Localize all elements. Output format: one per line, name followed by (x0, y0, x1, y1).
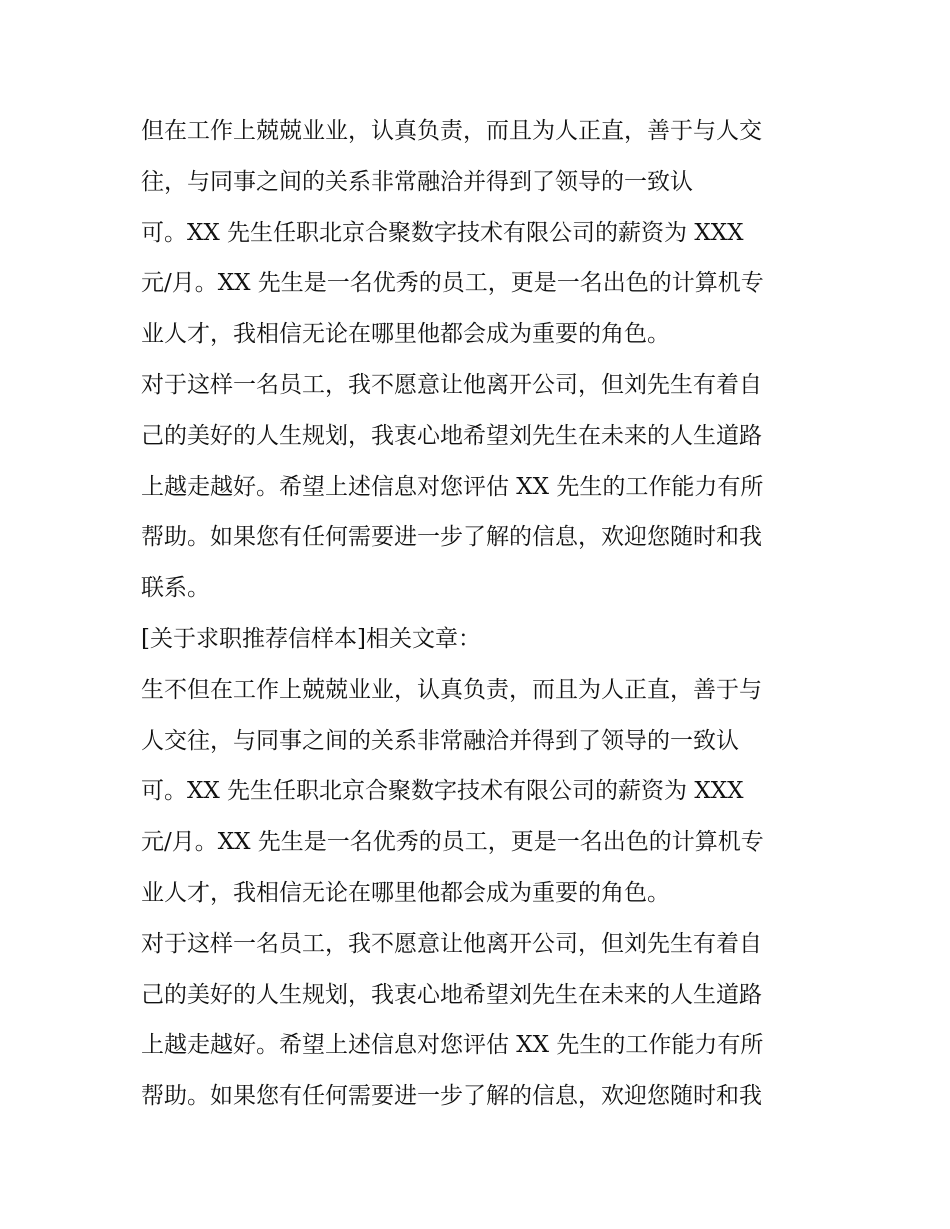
document-body (141, 106, 821, 1122)
text-line: 业人才，我相信无论在哪里他都会成为重要的角色。 (141, 321, 670, 348)
text-line: 对于这样一名员工，我不愿意让他离开公司，但刘先生有着自 (141, 930, 762, 957)
text-line: 往，与同事之间的关系非常融洽并得到了领导的一致认 (141, 168, 693, 195)
related-articles-heading: [关于求职推荐信样本]相关文章： (141, 625, 481, 652)
text-line: 帮助。如果您有任何需要进一步了解的信息，欢迎您随时和我 (141, 524, 762, 551)
text-line: 元/月。XX 先生是一名优秀的员工，更是一名出色的计算机专 (141, 270, 764, 297)
text-line: 可。XX 先生任职北京合聚数字技术有限公司的薪资为 XXX (141, 219, 744, 246)
text-line: 对于这样一名员工，我不愿意让他离开公司，但刘先生有着自 (141, 371, 762, 398)
text-line: 人交往，与同事之间的关系非常融洽并得到了领导的一致认 (141, 727, 739, 754)
text-line: 上越走越好。希望上述信息对您评估 XX 先生的工作能力有所 (141, 473, 764, 500)
text-line: 生不但在工作上兢兢业业，认真负责，而且为人正直，善于与 (141, 676, 762, 703)
text-line: 帮助。如果您有任何需要进一步了解的信息，欢迎您随时和我 (141, 1083, 762, 1110)
text-line: 己的美好的人生规划，我衷心地希望刘先生在未来的人生道路 (141, 981, 762, 1008)
text-line: 上越走越好。希望上述信息对您评估 XX 先生的工作能力有所 (141, 1032, 764, 1059)
text-line: 己的美好的人生规划，我衷心地希望刘先生在未来的人生道路 (141, 422, 762, 449)
text-line: 但在工作上兢兢业业，认真负责，而且为人正直，善于与人交 (141, 118, 762, 144)
text-line: 联系。 (141, 575, 210, 602)
text-line: 元/月。XX 先生是一名优秀的员工，更是一名出色的计算机专 (141, 829, 764, 856)
text-line: 可。XX 先生任职北京合聚数字技术有限公司的薪资为 XXX (141, 778, 744, 805)
text-line: 业人才，我相信无论在哪里他都会成为重要的角色。 (141, 879, 670, 906)
